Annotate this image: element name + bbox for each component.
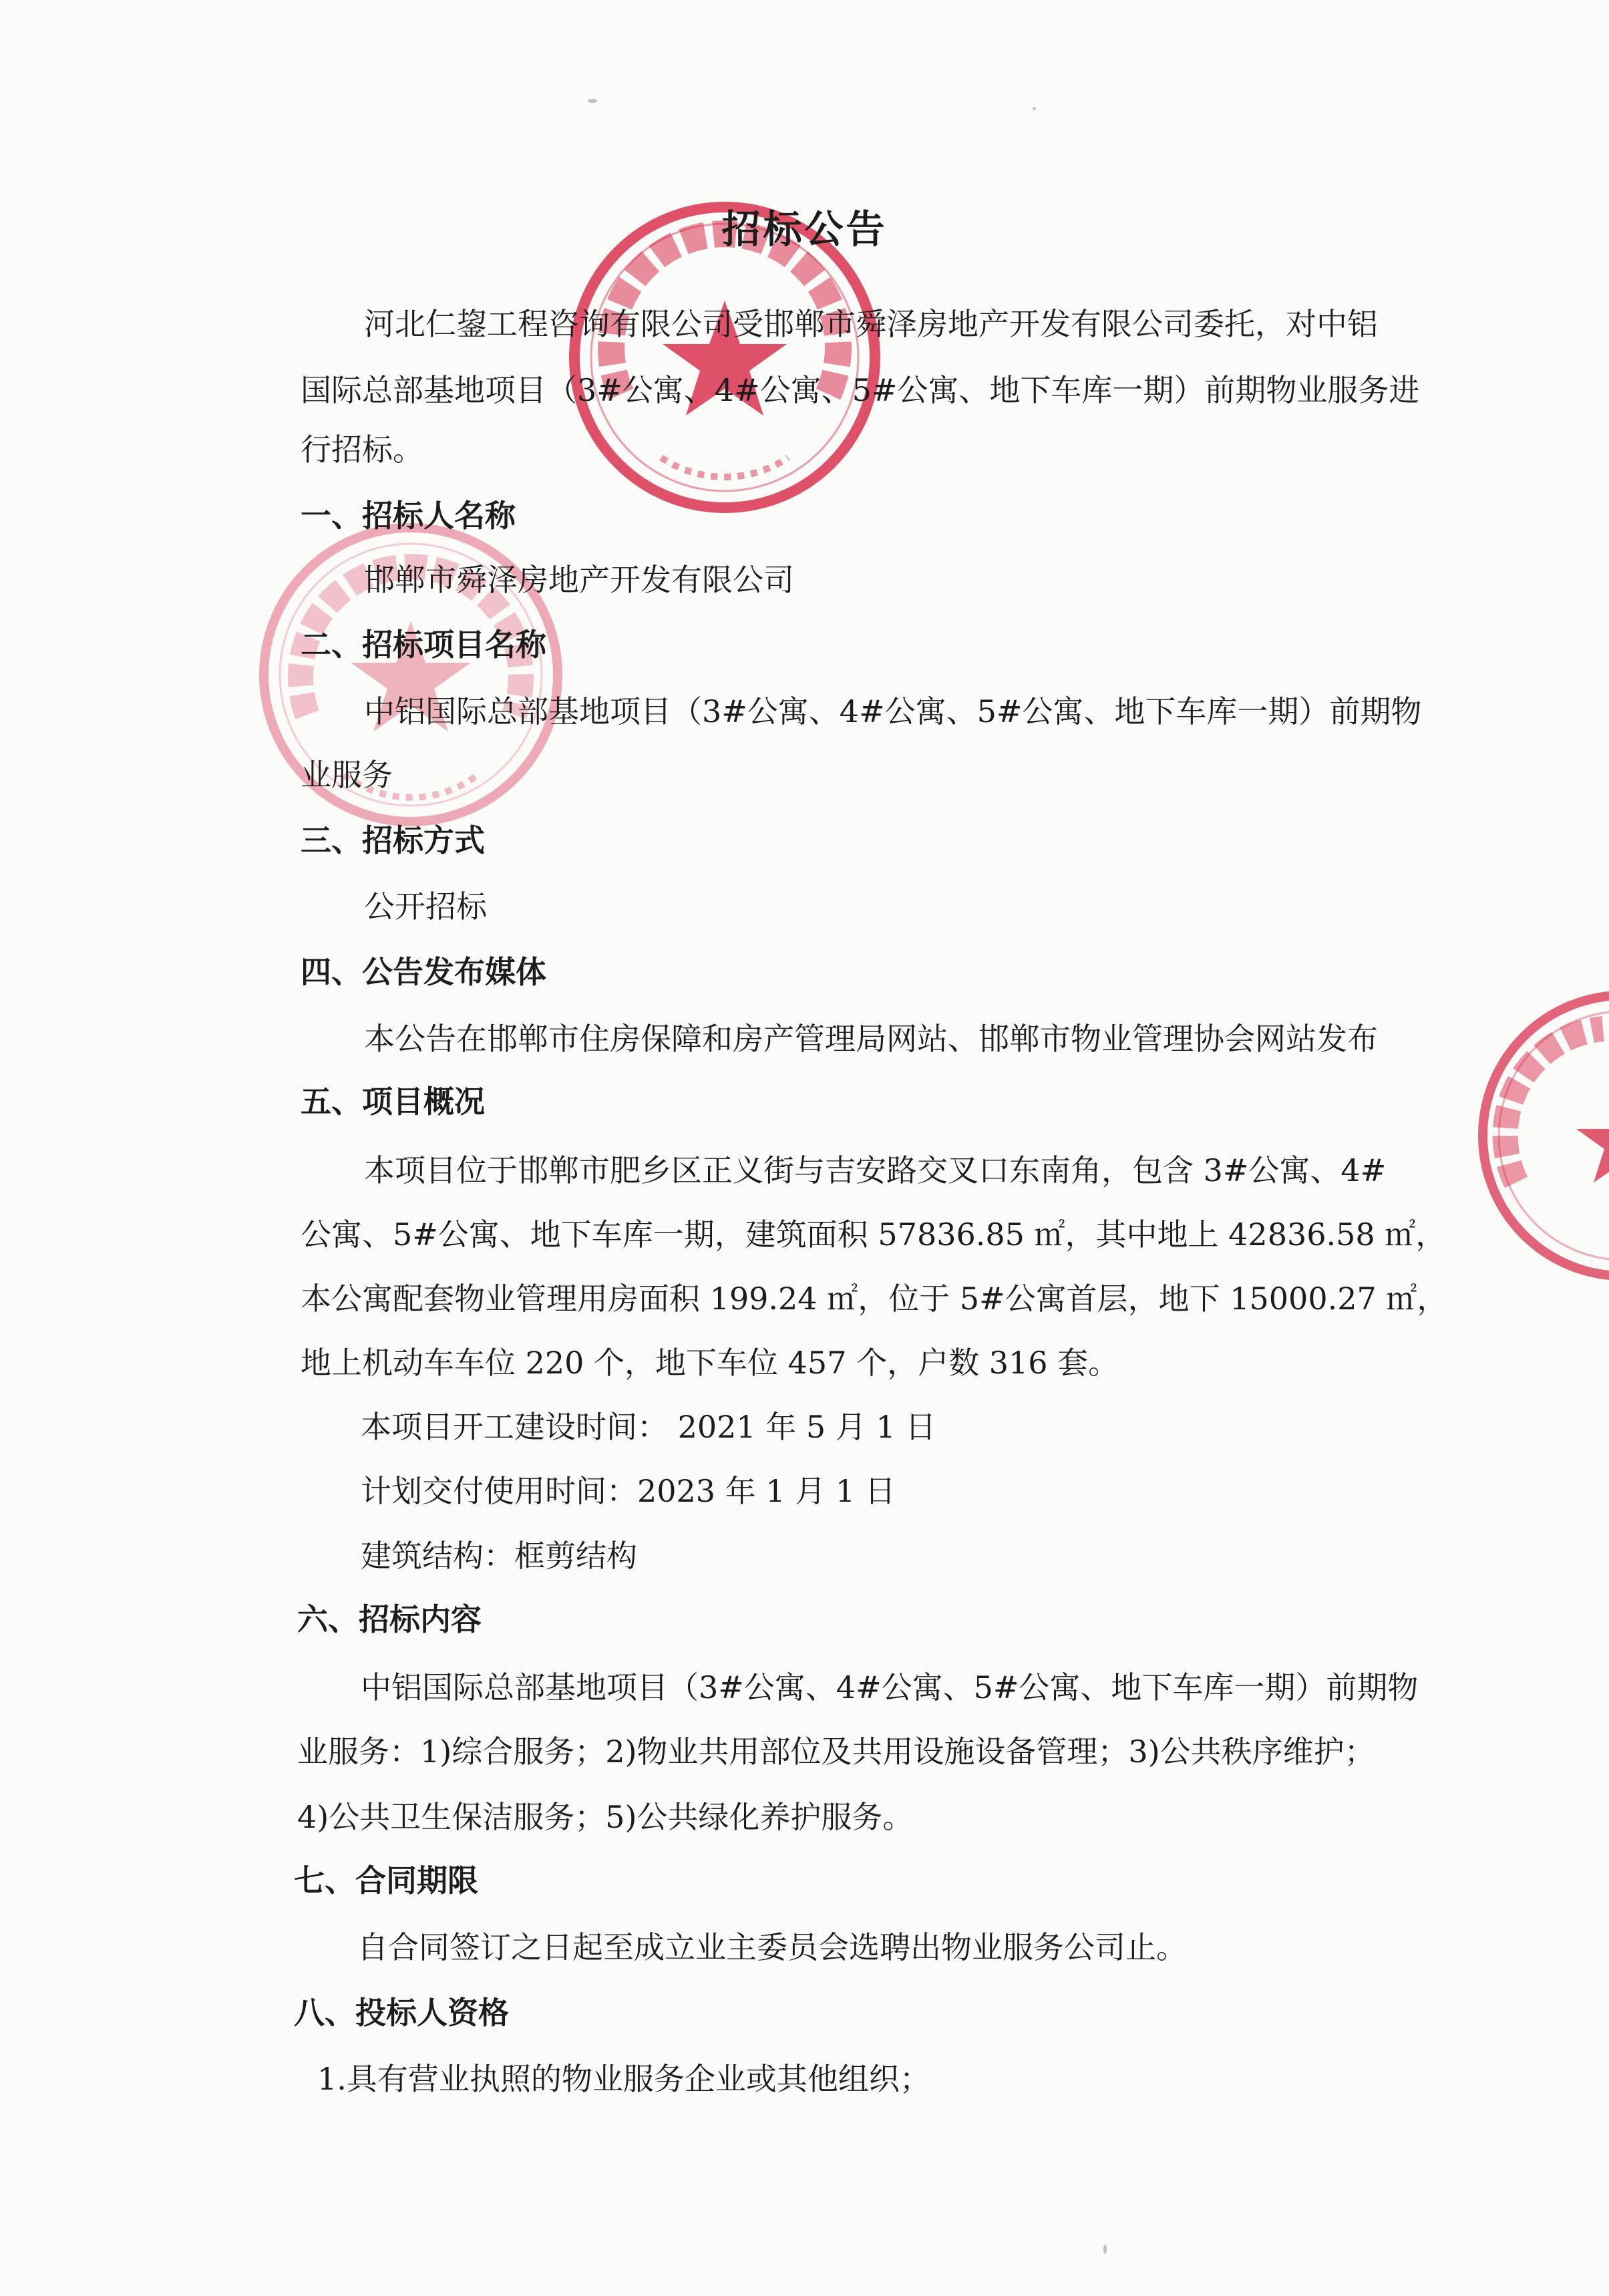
scan-speck: [1033, 107, 1036, 110]
section-heading-4: 四、公告发布媒体: [301, 954, 546, 990]
section-body: 计划交付使用时间：2023 年 1 月 1 日: [361, 1473, 896, 1509]
page-title: 招标公告: [721, 206, 888, 252]
scan-speck: [1103, 2245, 1107, 2254]
section-body: 1.具有营业执照的物业服务企业或其他组织；: [317, 2061, 930, 2097]
section-body: 本公寓配套物业管理用房面积 199.24 ㎡，位于 5#公寓首层，地下 15000.27 ㎡，: [301, 1281, 1448, 1317]
section-body: 本项目位于邯郸市肥乡区正义街与吉安路交叉口东南角，包含 3#公寓、4#: [364, 1152, 1387, 1188]
scan-speck: [588, 99, 597, 103]
section-heading-8: 八、投标人资格: [294, 1995, 509, 2031]
section-body: 业服务：1)综合服务；2)物业共用部位及共用设施设备管理；3)公共秩序维护；: [297, 1734, 1375, 1770]
section-heading-2: 二、招标项目名称: [301, 627, 546, 663]
section-heading-5: 五、项目概况: [301, 1084, 485, 1120]
section-body: 公开招标: [364, 888, 487, 925]
section-body: 中铝国际总部基地项目（3#公寓、4#公寓、5#公寓、地下车库一期）前期物: [361, 1669, 1419, 1705]
intro-line-2: 国际总部基地项目（3#公寓、4#公寓、5#公寓、地下车库一期）前期物业服务进: [301, 372, 1420, 408]
intro-line-3: 行招标。: [301, 432, 423, 468]
section-heading-7: 七、合同期限: [294, 1862, 478, 1899]
section-body: 4)公共卫生保洁服务；5)公共绿化养护服务。: [297, 1799, 914, 1835]
section-body: 业服务: [301, 757, 393, 793]
section-body: 中铝国际总部基地项目（3#公寓、4#公寓、5#公寓、地下车库一期）前期物: [364, 693, 1422, 729]
section-heading-6: 六、招标内容: [297, 1601, 482, 1637]
section-body: 公寓、5#公寓、地下车库一期，建筑面积 57836.85 ㎡，其中地上 42836.58 ㎡，: [301, 1216, 1447, 1253]
section-body: 本公告在邯郸市住房保障和房产管理局网站、邯郸市物业管理协会网站发布: [364, 1021, 1378, 1057]
section-heading-3: 三、招标方式: [301, 822, 485, 858]
section-heading-1: 一、招标人名称: [301, 498, 516, 534]
company-seal-3: [1469, 982, 1609, 1303]
intro-line-1: 河北仁鋆工程咨询有限公司受邯郸市舜泽房地产开发有限公司委托，对中铝: [364, 306, 1378, 342]
section-body: 本项目开工建设时间： 2021 年 5 月 1 日: [361, 1409, 936, 1445]
section-body: 自合同签订之日起至成立业主委员会选聘出物业服务公司止。: [357, 1929, 1187, 1965]
section-body: 地上机动车车位 220 个，地下车位 457 个，户数 316 套。: [301, 1345, 1119, 1381]
section-body: 邯郸市舜泽房地产开发有限公司: [364, 562, 794, 598]
section-body: 建筑结构：框剪结构: [361, 1538, 637, 1574]
